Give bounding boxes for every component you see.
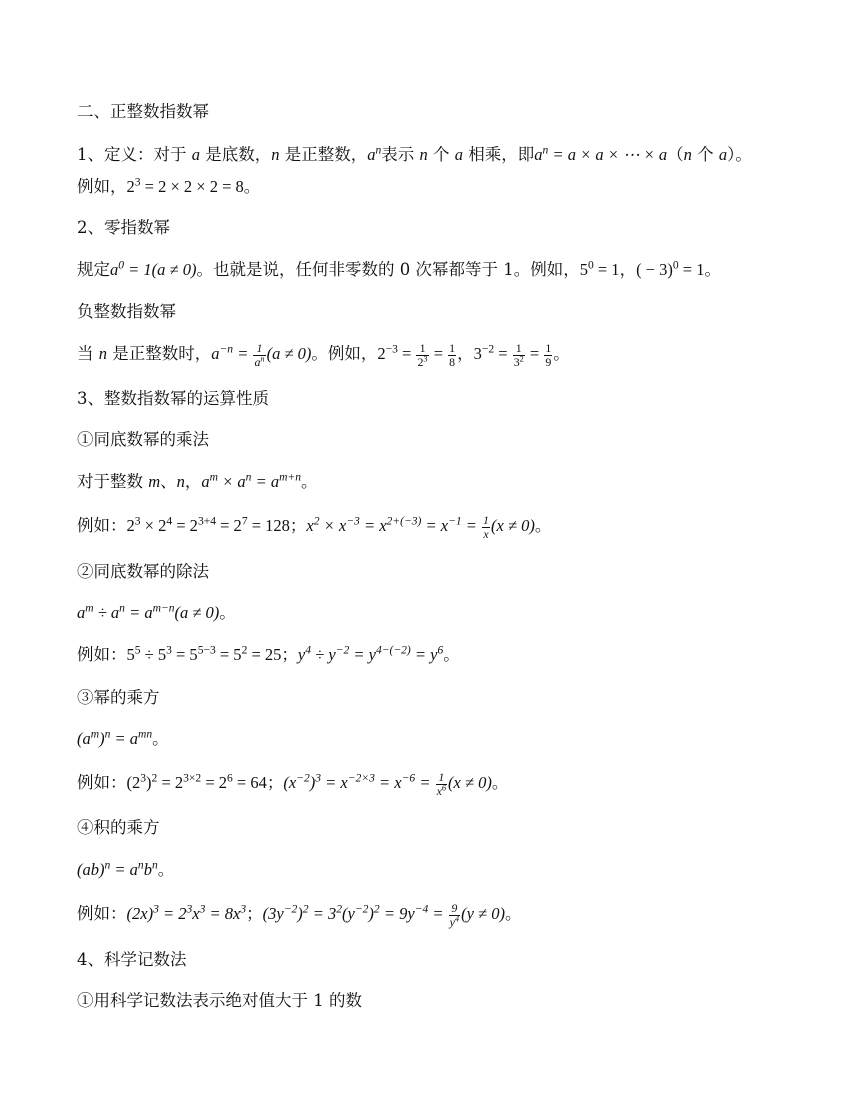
definition-line [77, 143, 752, 167]
math-n: n [176, 472, 185, 491]
zero-exponent-line [77, 258, 721, 282]
power-example-line [77, 771, 508, 797]
division-rule-line [77, 601, 236, 625]
heading-power-of-power [77, 686, 160, 710]
text-span: 3、整数指数幂的运算性质 [77, 389, 269, 408]
power-example-1: $(2^3)^2 = 2^{3\times 2} = 2^6 = 64$ [126, 772, 267, 792]
text-span: ）。 [727, 145, 752, 164]
text-span: 。例如， [311, 344, 378, 363]
heading-positive-integer-exponent [77, 100, 209, 124]
text-span: 、 [160, 472, 177, 491]
text-span: 。 [534, 516, 552, 535]
math-n: n [98, 344, 107, 363]
text-span: 表示 [381, 145, 420, 164]
text-span: ③幂的乘方 [77, 688, 160, 707]
text-span: 负整数指数幂 [77, 302, 176, 321]
negative-rule-formula: $a^{-n}$ = $\frac{1}{a^n}$ (a ≠ 0) [211, 341, 312, 369]
text-span: 当 [77, 344, 99, 363]
division-example-1: $5^5 \div 5^3 = 5^{5-3} = 5^2 = 25$ [126, 644, 282, 664]
text-span: 4、科学记数法 [77, 950, 187, 969]
product-example-1: $(2x)^3 = 2^3x^3 = 8x^3$ [126, 903, 247, 923]
text-span: 。 [504, 904, 522, 923]
text-span: 例如， [77, 177, 127, 196]
math-n: n [271, 145, 280, 164]
heading-multiplication [77, 428, 209, 452]
negative-exponent-line [77, 342, 570, 368]
zero-example-1: $5^0 = 1$ [579, 259, 620, 279]
text-span: 。也就是说，任何非零数的 0 次幂都等于 1。例如， [196, 260, 580, 279]
definition-label: 1、定义： [77, 145, 154, 164]
text-span: 例如： [77, 773, 127, 792]
math-n: n [419, 145, 428, 164]
text-span: 是正整数， [279, 145, 368, 164]
text-span: 。 [157, 860, 175, 879]
product-rule-line [77, 858, 174, 882]
example-formula: $2^3 = 2 \times 2 \times 2 = 8$ [126, 176, 244, 196]
heading-power-of-product [77, 816, 160, 840]
text-span: ； [281, 645, 298, 664]
text-span: 对于整数 [77, 472, 149, 491]
text-span: ， [619, 260, 637, 279]
text-span: 。 [704, 260, 721, 279]
text-span: ， [457, 344, 474, 363]
text-span: 个 [427, 145, 455, 164]
math-a: a [191, 145, 200, 164]
heading-scientific-notation [77, 948, 187, 972]
negative-example-2: $3^{-2}$ = $\frac{1}{3^2}$ = $\frac{1}{9}$ [473, 341, 552, 369]
text-span: 。 [300, 472, 318, 491]
power-example-2: $(x^{-2})^3 = x^{-2\times 3} = x^{-6}$ = $\frac{1}{x^6}$ (x ≠ 0) [283, 770, 492, 798]
heading-operation-properties [77, 387, 269, 411]
multiplication-example-line [77, 514, 551, 540]
text-span: 个 [691, 145, 719, 164]
text-span: ②同底数幂的除法 [77, 562, 209, 581]
text-span: ①同底数幂的乘法 [77, 430, 209, 449]
heading-zero-exponent [77, 216, 170, 240]
multiplication-rule-line [77, 470, 317, 494]
product-rule-formula: $(ab)^n = a^nb^n$ [77, 859, 158, 879]
power-rule-line [77, 727, 169, 751]
text-span: ④积的乘方 [77, 818, 160, 837]
multiplication-example-2: $x^2 \times x^{-3} = x^{2+(-3)} = x^{-1}$ = $\frac{1}{x}$ (x ≠ 0) [306, 513, 535, 541]
math-a-n: $a^n$ [367, 144, 382, 164]
text-span: 规定 [77, 260, 110, 279]
text-span: ； [289, 516, 307, 535]
heading-scientific-large-numbers [77, 989, 362, 1013]
division-example-2: $y^4 \div y^{-2} = y^{4-(-2)} = y^6$ [297, 644, 444, 664]
multiplication-example-1: $2^3 \times 2^4 = 2^{3+4} = 2^7 = 128$ [126, 515, 290, 535]
text-span: 是正整数时， [107, 344, 212, 363]
negative-example-1: $2^{-3}$ = $\frac{1}{2^3}$ = $\frac{1}{8}$ [377, 341, 456, 369]
math-a: a [454, 145, 464, 164]
product-example-line [77, 902, 521, 928]
text-span: 。 [243, 177, 261, 196]
zero-rule-formula: $a^0 = 1(a \ne 0)$ [110, 259, 197, 279]
text-span: ， [184, 472, 202, 491]
text-span: 。 [553, 344, 570, 363]
text-span: ； [266, 773, 284, 792]
text-span: 。 [152, 729, 169, 748]
heading-negative-exponent [77, 300, 176, 324]
text-span: 。 [491, 773, 509, 792]
definition-example-line [77, 175, 260, 199]
product-example-2: $(3y^{-2})^2 = 3^2(y^{-2})^2 = 9y^{-4}$ = $\frac{9}{y^4}$ (y ≠ 0) [262, 901, 505, 929]
division-example-line [77, 643, 460, 667]
text-span: ； [246, 904, 263, 923]
text-span: 。 [443, 645, 460, 664]
text-span: ①用科学记数法表示绝对值大于 1 的数 [77, 991, 362, 1010]
text-span: 例如： [77, 645, 127, 664]
text-span: 相乘，即 [463, 145, 535, 164]
math-m: m [148, 472, 161, 491]
definition-formula: $a^n = a \times a$ × ⋯ × a [534, 144, 668, 164]
text-span: 2、零指数幂 [77, 218, 170, 237]
text-span: 是底数， [200, 145, 272, 164]
division-rule-formula: $a^m \div a^n = a^{m-n}(a \ne 0)$ [77, 602, 220, 622]
math-n: n [683, 145, 692, 164]
text-span: 。 [219, 603, 236, 622]
text-span: 例如： [77, 904, 127, 923]
heading-division [77, 560, 209, 584]
multiplication-rule-formula: $a^m \times a^n = a^{m+n}$ [201, 471, 301, 491]
text-span: 对于 [153, 145, 192, 164]
zero-example-2: ( − 3)$^0$ = 1 [636, 259, 705, 279]
math-a: a [718, 145, 728, 164]
text-span: （ [667, 145, 684, 164]
heading-text: 二、正整数指数幂 [77, 102, 209, 121]
text-span: 例如： [77, 516, 127, 535]
power-rule-formula: $(a^m)^n = a^{mn}$ [77, 728, 153, 748]
